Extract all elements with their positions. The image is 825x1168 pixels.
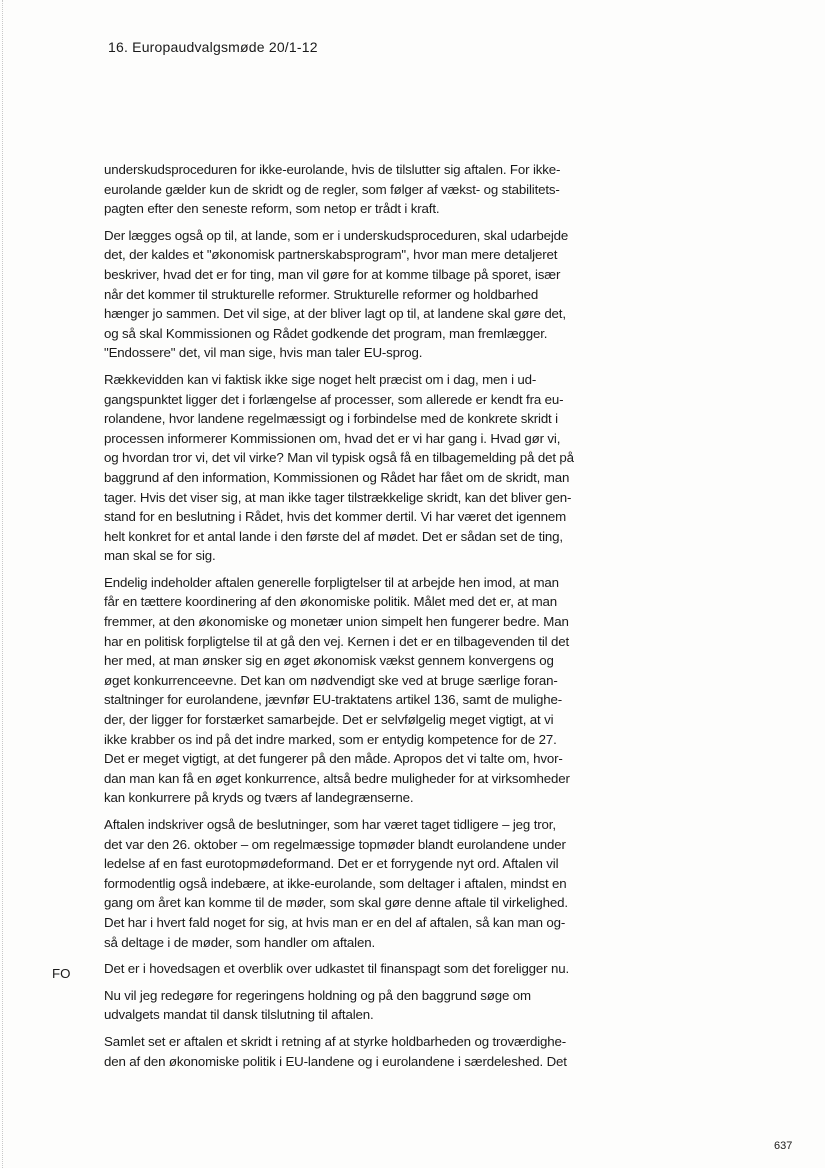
text-line: fremmer, at den økonomiske og monetær union simpelt hen fungerer bedre. Man	[104, 614, 569, 630]
text-line: pagten efter den seneste reform, som netop er trådt i kraft.	[104, 201, 440, 217]
text-line: Samlet set er aftalen et skridt i retning af at styrke holdbarheden og troværdighe-	[104, 1033, 567, 1049]
text-line: der, der ligger for forstærket samarbejde. Det er selvfølgelig meget vigtigt, at vi	[104, 712, 554, 728]
text-line: får en tættere koordinering af den økonomiske politik. Målet med det er, at man	[104, 594, 558, 610]
text-line: formodentlig også indebære, at ikke-eurolande, som deltager i aftalen, mindst en	[104, 875, 567, 891]
text-line: ikke krabber os ind på det indre marked, som er entydig kompetence for de 27.	[104, 731, 557, 747]
text-line: processen informerer Kommissionen om, hvad det er vi har gang i. Hvad gør vi,	[104, 430, 561, 446]
paragraph	[104, 986, 590, 1025]
text-line: øget konkurrenceevne. Det kan om nødvendigt ske ved at bruge særlige foran-	[104, 672, 558, 688]
text-line: har en politisk forpligtelse til at gå den vej. Kernen i det er en tilbagevenden til det	[104, 633, 570, 649]
text-line: det var den 26. oktober – om regelmæssige topmøder blandt eurolandene under	[104, 836, 566, 852]
paragraph	[104, 226, 590, 363]
text-line: Det er meget vigtigt, at det fungerer på den måde. Apropos det vi talte om, hvor-	[104, 751, 563, 767]
paragraph	[104, 959, 590, 979]
text-line: udvalgets mandat til dansk tilslutning til aftalen.	[104, 1007, 374, 1023]
text-line: ledelse af en fast eurotopmødeformand. Det er et forrygende nyt ord. Aftalen vil	[104, 856, 559, 872]
paragraph	[104, 370, 590, 566]
text-line: staltninger for eurolandene, jævnfør EU-traktatens artikel 136, samt de mulighe-	[104, 692, 563, 708]
text-line: Rækkevidden kan vi faktisk ikke sige noget helt præcist om i dag, men i ud-	[104, 371, 537, 387]
text-line: når det kommer til strukturelle reformer. Strukturelle reformer og holdbarhed	[104, 286, 539, 302]
paragraph	[104, 1032, 590, 1071]
text-line: Aftalen indskriver også de beslutninger, som har været taget tidligere – jeg tror,	[104, 817, 556, 832]
text-line: her med, at man ønsker sig en øget økonomisk vækst gennem konvergens og	[104, 653, 554, 669]
text-line: tager. Hvis det viser sig, at man ikke tager tilstrækkelige skridt, kan det bliver gen-	[104, 489, 572, 505]
text-line: det, der kaldes et "økonomisk partnerskabsprogram", hvor man mere detaljeret	[104, 247, 558, 263]
text-line: kan konkurrere på kryds og tværs af landegrænserne.	[104, 790, 414, 806]
text-line: beskriver, hvad det er for ting, man vil gøre for at komme tilbage på sporet, især	[104, 266, 561, 282]
text-line: baggrund af den information, Kommissionen og Rådet har fået om de skridt, man	[104, 469, 570, 485]
text-line: man skal se for sig.	[104, 548, 216, 564]
text-line: gang om året kan komme til de møder, som skal gøre denne aftale til virkelighed.	[104, 895, 568, 911]
paragraph	[104, 815, 590, 952]
text-line: Nu vil jeg redegøre for regeringens holdning og på den baggrund søge om	[104, 987, 531, 1003]
text-line: helt konkret for et antal lande i den første del af mødet. Det er sådan set de ting,	[104, 528, 563, 544]
text-line: "Endossere" det, vil man sige, hvis man taler EU-sprog.	[104, 345, 423, 361]
text-line: gangspunktet ligger det i forlængelse af processer, som allerede er kendt fra eu-	[104, 391, 564, 407]
paragraph	[104, 160, 590, 219]
page-header: 16. Europaudvalgsmøde 20/1-12	[108, 39, 318, 55]
text-line: Det har i hvert fald noget for sig, at hvis man er en del af aftalen, så kan man og-	[104, 914, 566, 930]
speaker-marker: FO	[52, 966, 71, 981]
text-line: den af den økonomiske politik i EU-landene og i eurolandene i særdeleshed. Det	[104, 1053, 567, 1069]
page-number: 637	[774, 1140, 793, 1152]
text-line: underskudsproceduren for ikke-eurolande, hvis de tilslutter sig aftalen. For ikke-	[104, 162, 561, 177]
text-line: Endelig indeholder aftalen generelle forpligtelser til at arbejde hen imod, at man	[104, 574, 559, 590]
text-line: stand for en beslutning i Rådet, hvis det kommer dertil. Vi har været det igennem	[104, 509, 567, 525]
text-line: dan man kan få en øget konkurrence, altså bedre muligheder for at virksomheder	[104, 770, 570, 786]
document-body	[104, 160, 590, 1078]
text-line: hænger jo sammen. Det vil sige, at der bliver lagt op til, at landene skal gøre det,	[104, 306, 566, 322]
text-line: og så skal Kommissionen og Rådet godkende det program, man fremlægger.	[104, 325, 548, 341]
paragraph	[104, 573, 590, 808]
text-line: Det er i hovedsagen et overblik over udkastet til finanspagt som det foreligger nu.	[104, 961, 570, 977]
text-line: så deltage i de møder, som handler om aftalen.	[104, 934, 376, 950]
text-line: rolandene, hvor landene regelmæssigt og i forbindelse med de konkrete skridt i	[104, 411, 558, 427]
text-line: Der lægges også op til, at lande, som er i underskudsproceduren, skal udarbejde	[104, 227, 569, 243]
text-line: eurolande gælder kun de skridt og de regler, som følger af vækst- og stabilitets-	[104, 181, 560, 197]
page-edge-line	[2, 0, 4, 1168]
text-line: og hvordan tror vi, det vil virke? Man vil typisk også få en tilbagemelding på det på	[104, 450, 574, 466]
